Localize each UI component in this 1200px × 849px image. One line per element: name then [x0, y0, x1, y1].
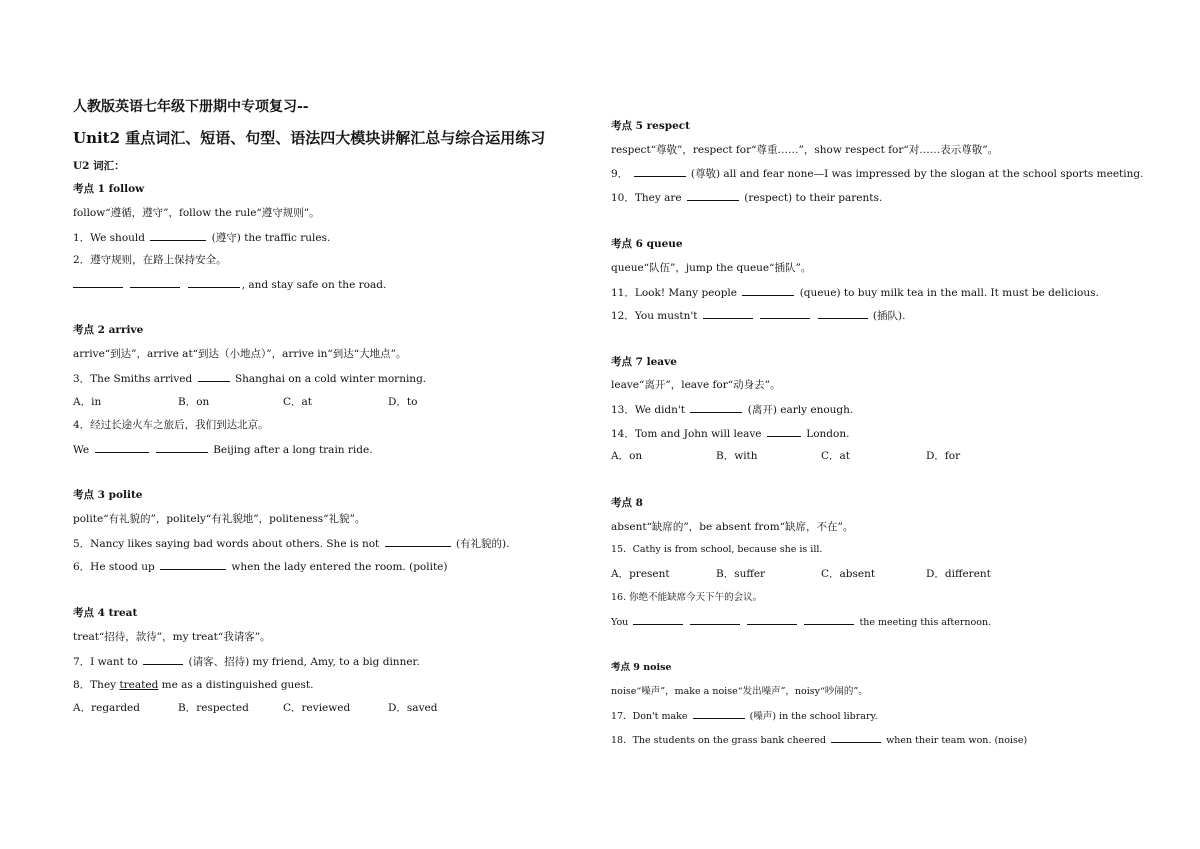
q3-text-b: Shanghai on a cold winter morning.: [234, 373, 427, 385]
doc-title-line2: Unit2 重点词汇、短语、句型、语法四大模块讲解汇总与综合运用练习: [73, 129, 546, 147]
answer-blank[interactable]: [73, 277, 123, 288]
point-9-heading: 考点 9 noise: [611, 662, 672, 673]
question-14: [611, 426, 849, 441]
q18-text-a: 18．The students on the grass bank cheered: [611, 735, 827, 746]
question-4: 4．经过长途火车之旅后，我们到达北京。: [73, 419, 269, 431]
answer-blank[interactable]: [747, 614, 797, 625]
question-2: 2．遵守规则，在路上保持安全。: [73, 254, 227, 266]
q14-text-a: 14．Tom and John will leave: [611, 428, 762, 440]
point-7-desc: leave“离开”，leave for“动身去”。: [611, 379, 781, 391]
question-16: 16. 你绝不能缺席今天下午的会议。: [611, 592, 763, 603]
question-17: [611, 708, 878, 724]
answer-blank[interactable]: [188, 277, 240, 288]
question-8: [73, 678, 313, 692]
answer-blank[interactable]: [703, 308, 753, 319]
q6-text-a: 6．He stood up: [73, 561, 155, 573]
q3-option-a[interactable]: A．in: [73, 396, 102, 408]
answer-blank[interactable]: [156, 442, 208, 453]
answer-blank[interactable]: [760, 308, 810, 319]
point-5-heading: 考点 5 respect: [611, 120, 691, 132]
point-4-desc: treat“招待，款待”，my treat“我请客”。: [73, 631, 271, 643]
q5-text-b: (有礼貌的).: [455, 538, 510, 550]
answer-blank[interactable]: [818, 308, 868, 319]
q11-text-b: (queue) to buy milk tea in the mall. It must be delicious.: [799, 287, 1099, 299]
q15-option-d[interactable]: D．different: [926, 568, 991, 580]
q12-text-a: 12．You mustn't: [611, 310, 698, 322]
q8-underlined-word: treated: [119, 679, 159, 691]
q1-text-b: (遵守) the traffic rules.: [211, 232, 331, 244]
answer-blank[interactable]: [767, 426, 801, 437]
question-18: [611, 732, 1027, 748]
q14-option-b[interactable]: B．with: [716, 450, 758, 462]
question-13: [611, 402, 853, 417]
answer-blank[interactable]: [634, 166, 686, 177]
q7-text-b: (请客、招待) my friend, Amy, to a big dinner.: [188, 656, 420, 668]
question-7: [73, 654, 420, 669]
q9-text-b: (尊敬) all and fear none—I was impressed by the slogan at the school sports meeting.: [690, 168, 1144, 180]
q8-text-a: 8．They: [73, 679, 117, 691]
point-3-desc: polite“有礼貌的”，politely“有礼貌地”，politeness“礼貌”。: [73, 513, 366, 525]
answer-blank[interactable]: [160, 559, 226, 570]
question-12: [611, 308, 905, 323]
q3-text-a: 3．The Smiths arrived: [73, 373, 193, 385]
answer-blank[interactable]: [150, 230, 206, 241]
answer-blank[interactable]: [742, 285, 794, 296]
q15-option-c[interactable]: C．absent: [821, 568, 876, 580]
answer-blank[interactable]: [690, 402, 742, 413]
q17-text-a: 17．Don't make: [611, 711, 688, 722]
point-5-desc: respect“尊敬”，respect for“尊重……”，show respect for“对……表示尊敬”。: [611, 144, 999, 156]
q8-option-b[interactable]: B．respected: [178, 702, 249, 714]
answer-blank[interactable]: [687, 190, 739, 201]
q8-option-a[interactable]: A．regarded: [73, 702, 140, 714]
question-16-answer: [611, 614, 991, 630]
q8-option-c[interactable]: C．reviewed: [283, 702, 351, 714]
question-5: [73, 536, 509, 551]
q10-text-b: (respect) to their parents.: [744, 192, 883, 204]
q15-option-a[interactable]: A．present: [611, 568, 670, 580]
q15-option-b[interactable]: B．suffer: [716, 568, 766, 580]
q7-text-a: 7．I want to: [73, 656, 138, 668]
q3-option-b[interactable]: B．on: [178, 396, 210, 408]
answer-blank[interactable]: [198, 371, 230, 382]
point-3-heading: 考点 3 polite: [73, 489, 143, 501]
q8-text-b: me as a distinguished guest.: [161, 679, 314, 691]
answer-blank[interactable]: [690, 614, 740, 625]
answer-blank[interactable]: [831, 732, 881, 743]
answer-blank[interactable]: [804, 614, 854, 625]
answer-blank[interactable]: [693, 708, 745, 719]
q3-option-c[interactable]: C．at: [283, 396, 313, 408]
answer-blank[interactable]: [143, 654, 183, 665]
q12-text-b: (插队).: [872, 310, 906, 322]
q4-text-b: Beijing after a long train ride.: [213, 444, 373, 456]
question-10: [611, 190, 882, 205]
point-7-heading: 考点 7 leave: [611, 356, 677, 368]
q16-text-b: the meeting this afternoon.: [859, 617, 992, 628]
q17-text-b: (噪声) in the school library.: [749, 711, 878, 722]
point-8-heading: 考点 8: [611, 497, 643, 509]
q8-option-d[interactable]: D．saved: [388, 702, 438, 714]
answer-blank[interactable]: [633, 614, 683, 625]
question-9: [611, 166, 1143, 181]
answer-blank[interactable]: [385, 536, 451, 547]
question-3: [73, 371, 426, 386]
point-2-desc: arrive“到达”，arrive at“到达（小地点）”，arrive in“到达“大地点”。: [73, 348, 407, 360]
question-15: 15．Cathy is from school, because she is ill.: [611, 544, 823, 555]
point-6-heading: 考点 6 queue: [611, 238, 683, 250]
question-1: [73, 230, 330, 245]
question-4-answer: [73, 442, 373, 457]
point-8-desc: absent“缺席的”，be absent from“缺席，不在”。: [611, 521, 854, 533]
q2-tail: , and stay safe on the road.: [241, 279, 387, 291]
answer-blank[interactable]: [95, 442, 149, 453]
question-2-answer: [73, 277, 386, 292]
answer-blank[interactable]: [130, 277, 180, 288]
q1-text-a: 1．We should: [73, 232, 145, 244]
q13-text-a: 13．We didn't: [611, 404, 686, 416]
q11-text-a: 11．Look! Many people: [611, 287, 737, 299]
q10-text-a: 10．They are: [611, 192, 682, 204]
question-6: [73, 559, 448, 574]
point-2-heading: 考点 2 arrive: [73, 324, 144, 336]
point-9-desc: noise“噪声”，make a noise“发出噪声”，noisy“吵闹的”。: [611, 686, 868, 697]
q4-text-a: We: [73, 444, 90, 456]
q14-text-b: London.: [806, 428, 850, 440]
point-4-heading: 考点 4 treat: [73, 607, 138, 619]
section-heading: U2 词汇：: [73, 160, 125, 172]
q14-option-c[interactable]: C．at: [821, 450, 851, 462]
q16-text-a: You: [611, 617, 629, 628]
point-1-desc: follow“遵循，遵守”，follow the rule“遵守规则”。: [73, 207, 320, 219]
question-11: [611, 285, 1099, 300]
q9-text-a: 9．: [611, 168, 629, 180]
q18-text-b: when their team won. (noise): [886, 735, 1028, 746]
q6-text-b: when the lady entered the room. (polite): [231, 561, 448, 573]
q5-text-a: 5．Nancy likes saying bad words about others. She is not: [73, 538, 380, 550]
point-1-heading: 考点 1 follow: [73, 183, 145, 195]
point-6-desc: queue“队伍”，jump the queue“插队”。: [611, 262, 812, 274]
q14-option-d[interactable]: D．for: [926, 450, 961, 462]
doc-title-line1: 人教版英语七年级下册期中专项复习--: [73, 99, 309, 115]
q3-option-d[interactable]: D．to: [388, 396, 418, 408]
q13-text-b: (离开) early enough.: [747, 404, 854, 416]
q14-option-a[interactable]: A．on: [611, 450, 643, 462]
